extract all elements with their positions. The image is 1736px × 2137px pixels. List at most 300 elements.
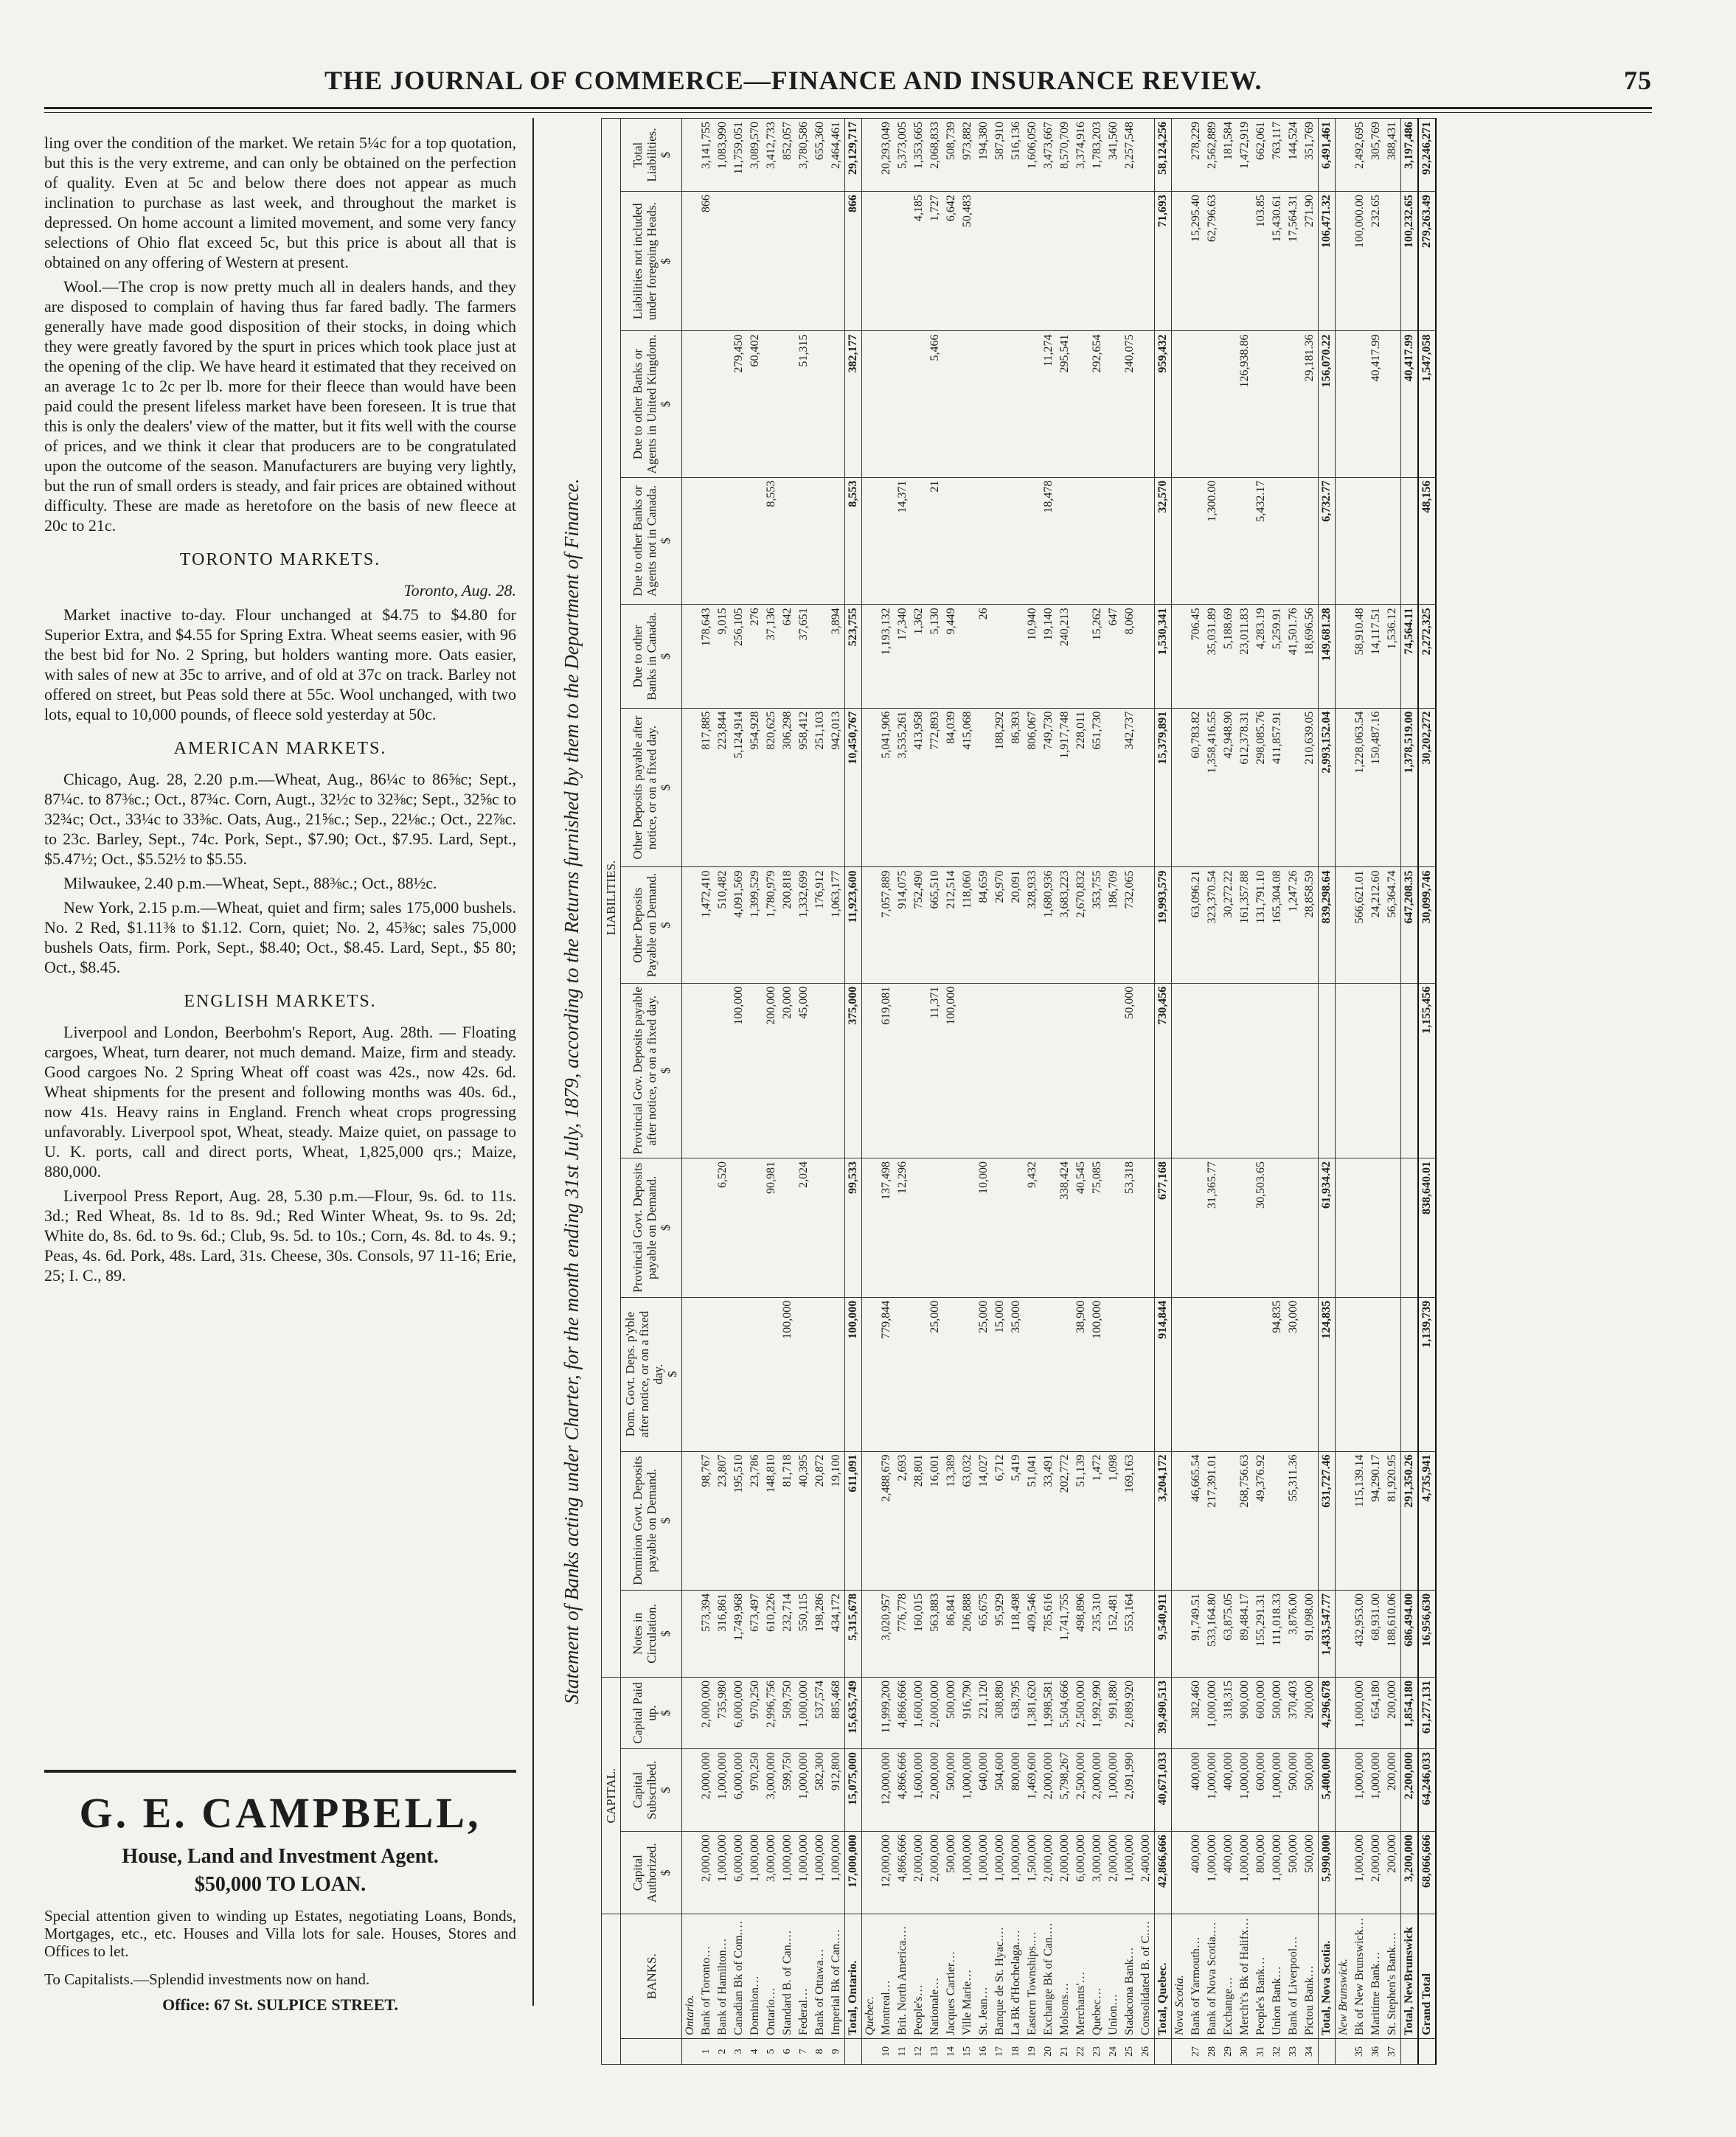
- value-cell: 3,412,733: [763, 119, 780, 192]
- group-spacer: [602, 1914, 621, 2065]
- value-cell: 232.65: [1368, 192, 1384, 331]
- statement-caption: Statement of Banks acting under Charter, for the month ending 31st July, 1879, according to the Returns furnished by them to the Department of Finance.: [560, 478, 583, 1705]
- value-cell: 900,000: [1237, 1678, 1253, 1749]
- value-cell: 195,510: [731, 1451, 747, 1590]
- value-cell: [1368, 983, 1384, 1158]
- value-cell: 8,553: [763, 477, 780, 605]
- toronto-markets-heading: TORONTO MARKETS.: [179, 550, 381, 569]
- value-cell: 6,520: [715, 1158, 731, 1298]
- bank-name: Bank of Nova Scotia.…: [1204, 1914, 1221, 2039]
- value-cell: [911, 477, 927, 605]
- value-cell: [1188, 331, 1204, 477]
- bank-name: Eastern Townships.…: [1024, 1914, 1041, 2039]
- bank-name: Nationale…: [927, 1914, 943, 2039]
- value-cell: 735,980: [715, 1678, 731, 1749]
- value-cell: 292,654: [1089, 331, 1105, 477]
- value-cell: [1188, 477, 1204, 605]
- value-cell: 1,353,665: [911, 119, 927, 192]
- value-cell: [698, 983, 715, 1158]
- value-cell: 17,000,000: [845, 1832, 862, 1914]
- value-cell: 800,000: [1008, 1749, 1024, 1832]
- value-cell: 30,503.65: [1253, 1158, 1269, 1298]
- value-cell: [812, 605, 828, 708]
- value-cell: [747, 192, 763, 331]
- table-row: [878, 119, 895, 2065]
- value-cell: 39,490,513: [1155, 1678, 1172, 1749]
- value-cell: 686,494.00: [1401, 1590, 1419, 1677]
- value-cell: 1,378,519.00: [1401, 708, 1419, 867]
- value-cell: 90,981: [763, 1158, 780, 1298]
- value-cell: 51,041: [1024, 1451, 1041, 1590]
- value-cell: [1105, 331, 1122, 477]
- value-cell: [731, 477, 747, 605]
- value-cell: [1172, 708, 1189, 867]
- value-cell: [1138, 1749, 1155, 1832]
- value-cell: 11,371: [927, 983, 943, 1158]
- value-cell: 2,000,000: [1041, 1832, 1057, 1914]
- value-cell: [992, 983, 1008, 1158]
- value-cell: 98,767: [698, 1451, 715, 1590]
- value-cell: 1,000,000: [1204, 1678, 1221, 1749]
- currency-sign: $: [658, 922, 673, 928]
- value-cell: 3,000,000: [763, 1832, 780, 1914]
- row-number: [1155, 2039, 1172, 2065]
- value-cell: [1105, 983, 1122, 1158]
- table-row: [1221, 119, 1237, 2065]
- total-row: [1319, 119, 1336, 2065]
- value-cell: [1204, 1297, 1221, 1451]
- value-cell: 1,992,990: [1089, 1678, 1105, 1749]
- value-cell: [1221, 331, 1237, 477]
- value-cell: 91,749.51: [1188, 1590, 1204, 1677]
- row-number: 10: [878, 2039, 895, 2065]
- bank-name: Bank of Ottawa…: [812, 1914, 828, 2039]
- value-cell: 42,948.90: [1221, 708, 1237, 867]
- row-number: 4: [747, 2039, 763, 2065]
- currency-sign: $: [658, 258, 673, 265]
- value-cell: 75,085: [1089, 1158, 1105, 1298]
- value-cell: 1,000,000: [992, 1832, 1008, 1914]
- value-cell: [1336, 331, 1353, 477]
- value-cell: 84,039: [943, 708, 959, 867]
- value-cell: [682, 331, 699, 477]
- value-cell: 500,000: [943, 1832, 959, 1914]
- bank-name: Imperial Bk of Can.…: [828, 1914, 845, 2039]
- row-number: 13: [927, 2039, 943, 2065]
- value-cell: 5,315,678: [845, 1590, 862, 1677]
- value-cell: 103.85: [1253, 192, 1269, 331]
- value-cell: [747, 477, 763, 605]
- value-cell: [812, 1158, 828, 1298]
- value-cell: 55,311.36: [1285, 1451, 1302, 1590]
- row-number: 14: [943, 2039, 959, 2065]
- row-number: 9: [828, 2039, 845, 2065]
- value-cell: [1073, 192, 1089, 331]
- value-cell: 33,491: [1041, 1451, 1057, 1590]
- value-cell: 256,105: [731, 605, 747, 708]
- value-cell: 2,000,000: [1057, 1832, 1073, 1914]
- value-cell: 5,466: [927, 331, 943, 477]
- value-cell: 4,283.19: [1253, 605, 1269, 708]
- value-cell: [812, 192, 828, 331]
- value-cell: [976, 331, 992, 477]
- value-cell: [1352, 331, 1368, 477]
- value-cell: [1138, 192, 1155, 331]
- value-cell: 100,000: [731, 983, 747, 1158]
- value-cell: [1401, 1297, 1419, 1451]
- value-cell: 2,996,756: [763, 1678, 780, 1749]
- row-number: [845, 2039, 862, 2065]
- table-row: [1352, 119, 1368, 2065]
- value-cell: 40,417.99: [1401, 331, 1419, 477]
- value-cell: 10,450,767: [845, 708, 862, 867]
- value-cell: [715, 477, 731, 605]
- value-cell: [1138, 605, 1155, 708]
- row-number: 18: [1008, 2039, 1024, 2065]
- row-number: [1418, 2039, 1436, 2065]
- value-cell: [1172, 867, 1189, 983]
- value-cell: [1302, 1297, 1319, 1451]
- value-cell: 5,130: [927, 605, 943, 708]
- value-cell: 29,181.36: [1302, 331, 1319, 477]
- value-cell: 41,501.76: [1285, 605, 1302, 708]
- value-cell: 15,295.40: [1188, 192, 1204, 331]
- value-cell: 1,600,000: [911, 1749, 927, 1832]
- value-cell: 2,670,832: [1073, 867, 1089, 983]
- value-cell: 338,424: [1057, 1158, 1073, 1298]
- value-cell: 1,000,000: [1122, 1832, 1138, 1914]
- table-row: [1285, 119, 1302, 2065]
- value-cell: 63,875.05: [1221, 1590, 1237, 1677]
- value-cell: [682, 867, 699, 983]
- row-number: 26: [1138, 2039, 1155, 2065]
- value-cell: 1,098: [1105, 1451, 1122, 1590]
- bank-name: Quebec.: [862, 1914, 879, 2039]
- value-cell: [862, 331, 879, 477]
- row-number: 1: [698, 2039, 715, 2065]
- value-cell: [992, 331, 1008, 477]
- value-cell: 11,923,600: [845, 867, 862, 983]
- value-cell: 1,000,000: [796, 1678, 812, 1749]
- value-cell: 509,750: [780, 1678, 796, 1749]
- value-cell: [1221, 1451, 1237, 1590]
- table-row: [1302, 119, 1319, 2065]
- table-row: [1253, 119, 1269, 2065]
- value-cell: [1172, 1678, 1189, 1749]
- value-cell: 29,129,717: [845, 119, 862, 192]
- value-cell: 654,180: [1368, 1678, 1384, 1749]
- value-cell: 640,000: [976, 1749, 992, 1832]
- value-cell: 3,876.00: [1285, 1590, 1302, 1677]
- value-cell: [747, 1297, 763, 1451]
- bank-name: Quebec…: [1089, 1914, 1105, 2039]
- value-cell: 156,070.22: [1319, 331, 1336, 477]
- value-cell: 200,000: [1302, 1678, 1319, 1749]
- value-cell: [976, 983, 992, 1158]
- value-cell: 6,642: [943, 192, 959, 331]
- value-cell: [862, 1678, 879, 1749]
- value-cell: 1,000,000: [1352, 1832, 1368, 1914]
- value-cell: 50,000: [1122, 983, 1138, 1158]
- value-cell: 1,606,050: [1024, 119, 1041, 192]
- table-row: [992, 119, 1008, 2065]
- value-cell: 155,291.31: [1253, 1590, 1269, 1677]
- table-row: [1269, 119, 1285, 2065]
- value-cell: 1,362: [911, 605, 927, 708]
- value-cell: [862, 867, 879, 983]
- table-row: [828, 119, 845, 2065]
- value-cell: [1253, 1297, 1269, 1451]
- value-cell: 298,085.76: [1253, 708, 1269, 867]
- value-cell: 1,000,000: [1352, 1749, 1368, 1832]
- value-cell: 706.45: [1188, 605, 1204, 708]
- toronto-dateline: Toronto, Aug. 28.: [403, 581, 516, 600]
- row-number: 5: [763, 2039, 780, 2065]
- value-cell: 3,020,957: [878, 1590, 895, 1677]
- value-cell: 240,075: [1122, 331, 1138, 477]
- value-cell: 63,096.21: [1188, 867, 1204, 983]
- value-cell: [1008, 477, 1024, 605]
- bank-name: Exchange Bk of Can.…: [1041, 1914, 1057, 2039]
- value-cell: 186,709: [1105, 867, 1122, 983]
- column-divider: [532, 118, 534, 2006]
- value-cell: 94,835: [1269, 1297, 1285, 1451]
- value-cell: 200,818: [780, 867, 796, 983]
- value-cell: 1,727: [927, 192, 943, 331]
- table-row: [943, 119, 959, 2065]
- value-cell: [1138, 1451, 1155, 1590]
- value-cell: 38,900: [1073, 1297, 1089, 1451]
- value-cell: [1336, 1749, 1353, 1832]
- table-row: [715, 119, 731, 2065]
- value-cell: 58,124,256: [1155, 119, 1172, 192]
- value-cell: 100,000: [1089, 1297, 1105, 1451]
- row-number: 22: [1073, 2039, 1089, 2065]
- value-cell: [1172, 477, 1189, 605]
- column-header: Other Deposits payable after notice, or on a fixed day. $: [621, 708, 682, 867]
- value-cell: 3,089,570: [747, 119, 763, 192]
- value-cell: 23,807: [715, 1451, 731, 1590]
- value-cell: 51,315: [796, 331, 812, 477]
- value-cell: 30,000: [1285, 1297, 1302, 1451]
- value-cell: 5,419: [1008, 1451, 1024, 1590]
- value-cell: [911, 1158, 927, 1298]
- value-cell: [828, 1297, 845, 1451]
- value-cell: 912,800: [828, 1749, 845, 1832]
- value-cell: 165,304.08: [1269, 867, 1285, 983]
- table-row: [927, 119, 943, 2065]
- value-cell: 4,866,666: [895, 1832, 911, 1914]
- value-cell: 1,000,000: [1204, 1749, 1221, 1832]
- row-number: 34: [1302, 2039, 1319, 2065]
- value-cell: 413,958: [911, 708, 927, 867]
- value-cell: 573,394: [698, 1590, 715, 1677]
- left-column-articles: [44, 133, 516, 1829]
- bank-name: La Bk d'Hochelaga.…: [1008, 1914, 1024, 2039]
- value-cell: 1,998,581: [1041, 1678, 1057, 1749]
- capital-group-label: CAPITAL.: [602, 1678, 621, 1914]
- value-cell: 279,450: [731, 331, 747, 477]
- bank-name: Brit. North America.…: [895, 1914, 911, 2039]
- value-cell: [1073, 983, 1089, 1158]
- liverpool-press-report: Liverpool Press Report, Aug. 28, 5.30 p.m.—Flour, 9s. 6d. to 11s. 3d.; Red Wheat, 8s. 1d to 8s. 9d.; Red Winter Wheat, 9s. to 9s. 2d; White do, 8s. 6d. to 9s. 6d.; Club, 9s. 5d. to 10s.; Corn, 4s. 8d. to 4s. 9.; Peas, 4s. 6d. Pork, 48s. Lard, 31s. Cheese, 30s. Consols, 97 11-16; Erie, 25; I. C., 89.: [44, 1186, 516, 1285]
- value-cell: 2,000,000: [911, 1832, 927, 1914]
- value-cell: [715, 331, 731, 477]
- row-number: 20: [1041, 2039, 1057, 2065]
- value-cell: 9,015: [715, 605, 731, 708]
- table-row: [747, 119, 763, 2065]
- bank-statement-region: [549, 111, 1700, 2072]
- value-cell: [828, 1158, 845, 1298]
- value-cell: 3,473,667: [1041, 119, 1057, 192]
- value-cell: 35,000: [1008, 1297, 1024, 1451]
- value-cell: 523,755: [845, 605, 862, 708]
- value-cell: 64,246,033: [1418, 1749, 1436, 1832]
- value-cell: 100,000.00: [1352, 192, 1368, 331]
- value-cell: [1122, 1297, 1138, 1451]
- value-cell: 1,000,000: [780, 1832, 796, 1914]
- column-header: Notes in Circulation. $: [621, 1590, 682, 1677]
- group-header-row: [602, 119, 621, 2065]
- value-cell: 63,032: [959, 1451, 976, 1590]
- value-cell: 18,478: [1041, 477, 1057, 605]
- row-number: 33: [1285, 2039, 1302, 2065]
- value-cell: 958,412: [796, 708, 812, 867]
- bank-name: Bank of Toronto…: [698, 1914, 715, 2039]
- value-cell: 42,866,666: [1155, 1832, 1172, 1914]
- value-cell: [682, 1749, 699, 1832]
- value-cell: 206,888: [959, 1590, 976, 1677]
- value-cell: 772,893: [927, 708, 943, 867]
- value-cell: 351,769: [1302, 119, 1319, 192]
- value-cell: 95,929: [992, 1590, 1008, 1677]
- value-cell: 839,298.64: [1319, 867, 1336, 983]
- value-cell: 2,000,000: [698, 1832, 715, 1914]
- value-cell: 388,431: [1384, 119, 1401, 192]
- value-cell: 673,497: [747, 1590, 763, 1677]
- value-cell: 118,060: [959, 867, 976, 983]
- value-cell: 181,584: [1221, 119, 1237, 192]
- value-cell: 188,610.06: [1384, 1590, 1401, 1677]
- table-row: [959, 119, 976, 2065]
- value-cell: 9,449: [943, 605, 959, 708]
- bank-name: Pictou Bank…: [1302, 1914, 1319, 2039]
- column-header: Due to other Banks or Agents in United Kingdom. $: [621, 331, 682, 477]
- value-cell: [976, 708, 992, 867]
- value-cell: 268,756.63: [1237, 1451, 1253, 1590]
- value-cell: 15,000: [992, 1297, 1008, 1451]
- value-cell: [1172, 192, 1189, 331]
- value-cell: 8,060: [1122, 605, 1138, 708]
- value-cell: 370,403: [1285, 1678, 1302, 1749]
- value-cell: 5,400,000: [1319, 1749, 1336, 1832]
- value-cell: 3,374,916: [1073, 119, 1089, 192]
- value-cell: [1285, 708, 1302, 867]
- value-cell: 2,488,679: [878, 1451, 895, 1590]
- value-cell: 4,296,678: [1319, 1678, 1336, 1749]
- value-cell: 3,780,586: [796, 119, 812, 192]
- value-cell: [1172, 1749, 1189, 1832]
- total-row: [1418, 119, 1436, 2065]
- bank-name: Ontario…: [763, 1914, 780, 2039]
- value-cell: 504,600: [992, 1749, 1008, 1832]
- value-cell: [682, 983, 699, 1158]
- value-cell: 500,000: [1285, 1749, 1302, 1832]
- value-cell: 1,399,529: [747, 867, 763, 983]
- value-cell: 3,204,172: [1155, 1451, 1172, 1590]
- value-cell: [1352, 477, 1368, 605]
- value-cell: [1352, 983, 1368, 1158]
- value-cell: 169,163: [1122, 1451, 1138, 1590]
- value-cell: [796, 1297, 812, 1451]
- value-cell: 866: [698, 192, 715, 331]
- value-cell: 60,783.82: [1188, 708, 1204, 867]
- bank-name: Grand Total: [1418, 1914, 1436, 2039]
- value-cell: 415,068: [959, 708, 976, 867]
- value-cell: 610,226: [763, 1590, 780, 1677]
- value-cell: [1138, 1590, 1155, 1677]
- value-cell: [731, 1297, 747, 1451]
- table-row: [1204, 119, 1221, 2065]
- table-row: [1368, 119, 1384, 2065]
- value-cell: 817,885: [698, 708, 715, 867]
- value-cell: [1368, 1297, 1384, 1451]
- value-cell: 2,562,889: [1204, 119, 1221, 192]
- value-cell: 1,193,132: [878, 605, 895, 708]
- bank-name: Ville Marie…: [959, 1914, 976, 2039]
- row-number: 21: [1057, 2039, 1073, 2065]
- value-cell: [1138, 708, 1155, 867]
- value-cell: 6,000,000: [1073, 1832, 1089, 1914]
- column-header: Due to other Banks in Canada. $: [621, 605, 682, 708]
- value-cell: 118,498: [1008, 1590, 1024, 1677]
- currency-sign: $: [658, 538, 673, 544]
- currency-sign: $: [658, 653, 673, 660]
- value-cell: 11,274: [1041, 331, 1057, 477]
- value-cell: 276: [747, 605, 763, 708]
- table-row: [1041, 119, 1057, 2065]
- value-cell: 2,257,548: [1122, 119, 1138, 192]
- value-cell: 37,651: [796, 605, 812, 708]
- value-cell: 537,574: [812, 1678, 828, 1749]
- value-cell: [992, 192, 1008, 331]
- value-cell: 1,000,000: [1269, 1832, 1285, 1914]
- value-cell: [747, 1158, 763, 1298]
- bank-name: Union…: [1105, 1914, 1122, 2039]
- row-number: [1319, 2039, 1336, 2065]
- value-cell: [1041, 192, 1057, 331]
- currency-sign: $: [658, 1224, 673, 1231]
- value-cell: 838,640.01: [1418, 1158, 1436, 1298]
- table-row: [1024, 119, 1041, 2065]
- bank-name: Montreal…: [878, 1914, 895, 2039]
- value-cell: 65,675: [976, 1590, 992, 1677]
- value-cell: 665,510: [927, 867, 943, 983]
- value-cell: [862, 192, 879, 331]
- value-cell: 2,000,000: [1041, 1749, 1057, 1832]
- value-cell: 61,277,131: [1418, 1678, 1436, 1749]
- value-cell: [1057, 192, 1073, 331]
- value-cell: 342,737: [1122, 708, 1138, 867]
- value-cell: [1008, 192, 1024, 331]
- value-cell: [698, 331, 715, 477]
- table-row: [1384, 119, 1401, 2065]
- value-cell: [1384, 708, 1401, 867]
- value-cell: [1285, 1158, 1302, 1298]
- value-cell: 5,990,000: [1319, 1832, 1336, 1914]
- value-cell: 619,081: [878, 983, 895, 1158]
- value-cell: 1,854,180: [1401, 1678, 1419, 1749]
